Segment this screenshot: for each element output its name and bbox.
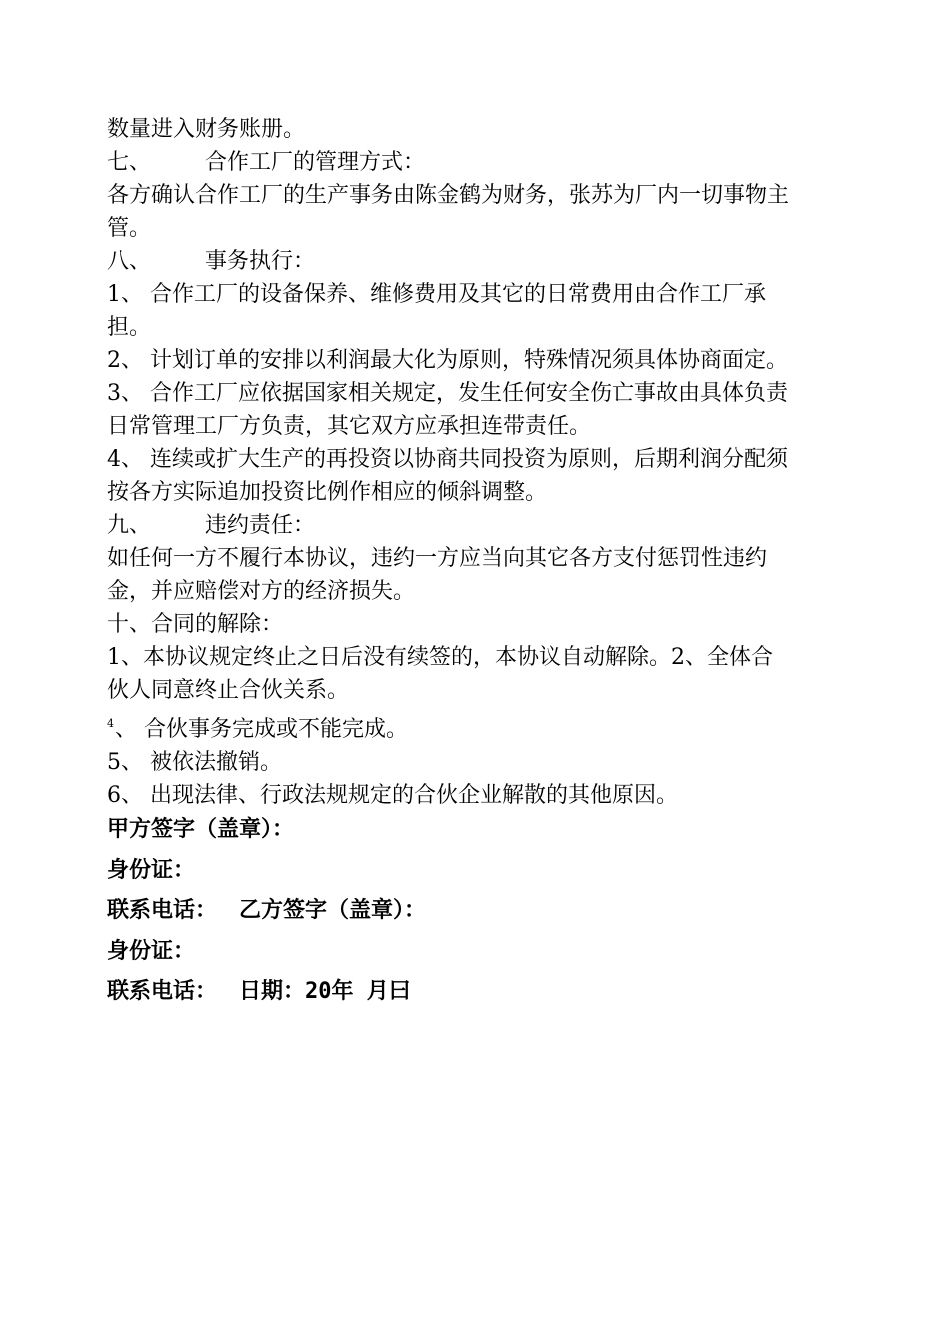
clause-10-item-4-text: 、 合伙事务完成或不能完成。 [115, 717, 408, 742]
clause-9-body-line-2: 金，并应赔偿对方的经济损失。 [107, 579, 416, 604]
clause-10-item-4-number: 4 [107, 717, 114, 730]
clause-7-body-line-2: 管。 [107, 216, 152, 241]
clause-7-number: 七、 [107, 150, 152, 175]
clause-8-item-line: 担。 [107, 315, 152, 340]
party-a-signature-label: 甲方签字（盖章）： [107, 817, 295, 842]
clause-8-title: 事务执行： [205, 249, 316, 274]
clause-9-heading [107, 509, 847, 542]
clause-10-item-5: 5、 被依法撤销。 [107, 750, 282, 775]
clause-7-title: 合作工厂的管理方式： [205, 150, 426, 175]
clause-8-number: 八、 [107, 249, 152, 274]
party-b-id-label: 身份证： [107, 938, 196, 964]
signature-row-phone-b [107, 891, 847, 932]
clause-10-heading: 十、合同的解除： [107, 612, 284, 637]
date-label: 日期：20年 月曰 [239, 979, 411, 1004]
party-a-id-label: 身份证： [107, 857, 196, 883]
clause-10-item-1-line-2: 伙人同意终止合伙关系。 [107, 678, 350, 703]
clause-8-item-line: 按各方实际追加投资比例作相应的倾斜调整。 [107, 480, 548, 505]
clause-7-heading [107, 146, 847, 179]
party-a-phone-label: 联系电话： [107, 898, 218, 923]
clause-8-item-line: 1、 合作工厂的设备保养、维修费用及其它的日常费用由合作工厂承 [107, 282, 766, 307]
party-b-signature-label: 乙方签字（盖章）： [239, 898, 427, 923]
party-b-phone-label: 联系电话： [107, 979, 218, 1004]
clause-9-title: 违约责任： [205, 513, 316, 538]
clause-8-item-line: 4、 连续或扩大生产的再投资以协商共同投资为原则，后期利润分配须 [107, 447, 788, 472]
clause-9-body-line-1: 如任何一方不履行本协议，违约一方应当向其它各方支付惩罚性违约 [107, 546, 768, 571]
contract-body [107, 113, 847, 812]
clause-7-body-line-1: 各方确认合作工厂的生产事务由陈金鹤为财务，张苏为厂内一切事物主 [107, 183, 790, 208]
clause-8-item-line: 3、 合作工厂应依据国家相关规定，发生任何安全伤亡事故由具体负责 [107, 381, 788, 406]
clause-10-item-6: 6、 出现法律、行政法规规定的合伙企业解散的其他原因。 [107, 783, 678, 808]
clause-8-heading [107, 245, 847, 278]
clause-9-number: 九、 [107, 513, 152, 538]
clause-8-item-line: 日常管理工厂方负责，其它双方应承担连带责任。 [107, 414, 592, 439]
clause-10-item-1-line-1: 1、本协议规定终止之日后没有续签的，本协议自动解除。2、全体合 [107, 645, 773, 670]
signature-block [107, 810, 847, 1013]
clause-8-item-line: 2、 计划订单的安排以利润最大化为原则，特殊情况须具体协商面定。 [107, 348, 788, 373]
clause-10-item-4 [107, 707, 847, 746]
signature-row-phone-date [107, 972, 847, 1013]
clause-6-tail: 数量进入财务账册。 [107, 117, 306, 142]
